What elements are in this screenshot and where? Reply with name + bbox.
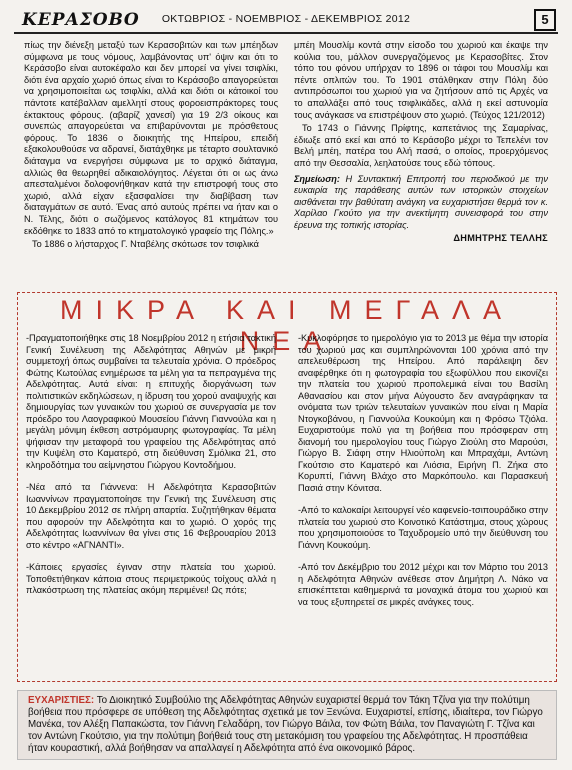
thanks-text: Το Διοικητικό Συμβούλιο της Αδελφότητας Αθηνών ευχαριστεί θερμά τον Τάκη Τζίνα για την πολύτιμη βοήθεια που πρόσφερε σε υπόθεση της Αδελφότητας σχετικά με τον Ξενώνα. Ευχαριστεί, επίσης, ιδιαίτερα, τον Γιώργο Μανέκα, τον Αλέξη Παπακώστα, τον Γιάννη Γελαδάρη, τον Γιώργο Βάιλα, τον Φώτη Βάιλα, τον Παναγιώτη Γ. Τζίνα και τον Αντώνη Γκούτσιο, για την πολύτιμη βοήθειά τους στη μετακόμιση του γραφείου της Αδελφότητας. Η προσπάθεια ήταν κουραστική, αλλά βοήθησαν να απαλλαγεί η Αδελφότητα από ένα οικονομικό βάρος.	[28, 695, 543, 754]
news-item: -Νέα από τα Γιάννενα: Η Αδελφότητα Κερασοβιτών Ιωαννίνων πραγματοποίησε την Γενική της Συνέλευση στις 10 Δεκεμβρίου 2012 σε πλήρη απαρτία. Συζητήθηκαν θέματα που αφορούν την Αδελφότητα και το χωριό. Ο χορός της Αδελφότητας Ιωαννίνων θα γίνει στις 16 Φεβρουαρίου 2013 στο κέντρο «ΑΓΝΑΝΤΙ».	[26, 482, 276, 550]
news-item: -Από τον Δεκέμβριο του 2012 μέχρι και τον Μάρτιο του 2013 η Αδελφότητα Αθηνών ανέθεσε στον Δημήτρη Λ. Νάκο να επισκέπτεται καθημερινά τα μοναχικά άτομα του χωριού και να τους εξυπηρετεί σε μικρές ανάγκες τους.	[298, 562, 548, 607]
news-left-column	[26, 333, 276, 677]
note-text: Η Συντακτική Επιτροπή του περιοδικού με την ευκαιρία της παράθεσης αυτών των ιστορικών στοιχείων αισθάνεται την βαθύτατη ανάγκη να ευχαριστήσει θερμά τον κ. Χαρίλαο Γκούτο για την ανεκτίμητη συνεισφορά του στην έρευνα της τοπικής ιστορίας.	[294, 173, 548, 230]
article-paragraph: πίως την διένεξη μεταξύ των Κερασοβιτών και των μπέηδων σύμφωνα με τους νόμους, λαμβάνοντας υπ' όψιν και ότι το Κεράσοβο είναι αυτοκέφαλο και δεν μπορεί να γίνει τσιφλίκι, διότι ένα αρχαίο χωριό όπως είναι το Κεράσοβο απαγορεύεται να χρησιμοποιείται ως τσιφλίκι, αλλά και διότι οι κάτοικοί του πάντοτε κατέβαλλαν αμελλητί στους φοροεισπράκτορες τους έκτακτους φόρους. (αβαρίζ χανεσί) για 19 2/3 οίκους και συνεπώς απαγορεύεται να επιβαρύνονται με πρόσθετους φόρους. Το 1836 ο διοικητής της Ηπείρου, επειδή εξακολουθούσε να αδρανεί, διατάχθηκε με τέταρτο σουλτανικό διάταγμα να ενεργήσει σύμφωνα με το αρχικό διάταγμα, αλλιώς θα θεωρηθεί αδικαιολόγητος. Λέγεται ότι οι ως άνω απεσταλμένοι δολοφονήθηκαν κατά την επιστροφή τους στο χωριό, αλλά είχαν εξασφαλίσει την διαβίβαση των διαταγμάτων σε αυτό. Ένας από αυτούς πρέπει να ήταν και ο Ν. Τέλης, διότι ο σωζόμενος κατάλογος 81 κτημάτων του εκδόθηκε το 1833 από το κτηματολογικό γραφείο της Πόλης.»	[24, 40, 278, 236]
article-note	[294, 174, 548, 232]
thanks-label: ΕΥΧΑΡΙΣΤΙΕΣ:	[28, 695, 95, 706]
news-item: -Από το καλοκαίρι λειτουργεί νέο καφενείο-τσιπουράδικο στην πλατεία του χωριού στο Κοινοτικό Κατάστημα, στους χώρους που χρησιμοποιούσε το Ταχυδρομείο υπό την διεύθυνση του Γιάννη Κουκούμη.	[298, 505, 548, 550]
history-article	[24, 40, 548, 286]
page-number: 5	[534, 9, 556, 31]
article-paragraph: μπέη Μουσλίμ κοντά στην είσοδο του χωριού και έκαψε την κούλια του, μάλλον συνεργαζόμενος με Κερασοβίτες. Στον τόπο του φόνου υπήρχαν το 1896 οι τάφοι του Μουσλίμ και πέντε οπλιτών του. Το 1901 στάλθηκαν στην Πόλη δύο αντιπρόσωποι του χωριού για να ζητήσουν από τις Αρχές να το απαλλάξει από τους τσιφλικάδες, αλλά η εκεί αστυνομία τους ανάγκασε να επιστρέψουν στο χωριό. (Τεύχος 121/2012)	[294, 40, 548, 120]
news-item: -Κάποιες εργασίες έγιναν στην πλατεία του χωριού. Τοποθετήθηκαν κάποια στους περιμετρικούς τοίχους αλλά η πλακόστρωση της πλατείας ακόμη περιμένει! Ως πότε;	[26, 562, 276, 595]
news-title: ΜΙΚΡΑ ΚΑΙ ΜΕΓΑΛΑ ΝΕΑ	[60, 295, 514, 356]
article-paragraph: Το 1743 ο Γιάννης Πρίφτης, καπετάνιος της Σαμαρίνας, έδιωξε από εκεί και από το Κεράσοβο μέχρι το Τεπελένι τον Βελή μπέη, πατέρα του Αλή πασά, ο οποίος, προερχόμενος από την Θεσσαλία, λεηλατούσε τους εδώ τόπους.	[294, 123, 548, 168]
note-label: Σημείωση:	[294, 173, 340, 184]
news-columns	[26, 333, 548, 677]
article-right-column	[294, 40, 548, 286]
news-section	[17, 292, 557, 682]
article-paragraph: Το 1886 ο λήσταρχος Γ. Νταβέλης σκότωσε τον τσιφλικά	[32, 239, 259, 250]
news-item: -Πραγματοποιήθηκε στις 18 Νοεμβρίου 2012 η ετήσια τακτική Γενική Συνέλευση της Αδελφότητας Αθηνών με μικρή συμμετοχή όπως συμβαίνει τα τελευταία χρόνια. Ο πρόεδρος Φώτης Κωτούλας ενημέρωσε τα μέλη για τα πεπραγμένα της Αδελφότητας. Αυτά είναι: η επιτυχής διοργάνωση των πολιτιστικών εκδηλώσεων, η ίδρυση του χορού αναψυχής και δημιουργίας των γυναικών του χωριού σε συνεργασία με τον πρόεδρο του Λαογραφικού Μουσείου Γιάννη Γιαννούλα και η μεγάλη μόνιμη έκθεση αστρόμαυρης φωτογραφίας. Τα μέλη ψήφισαν την μεταφορά του γραφείου της Αδελφότητας από την Κυψέλη στο Καματερό, στη διεύθυνση Σμόλικα 21, στο κληροδότημα του αείμνηστου Γιώργου Κοντοδήμου.	[26, 333, 276, 470]
page-header	[14, 8, 558, 34]
news-item: -Κυκλοφόρησε το ημερολόγιο για το 2013 με θέμα την ιστορία του χωριού μας και συμπληρώνονται 100 χρόνια από την απελευθέρωση της Ηπείρου. Από παράλειψη δεν αναφέρθηκε ότι η φωτογραφία του εξωφύλλου που εικονίζει την πλατεία του χωριού προπολεμικά είναι του Βασίλη Αθανασίου και στον μήνα Αύγουστο δεν αναγράφηκαν τα ονόματα των τριών τελευταίων γυναικών που είναι η Μαρία Ντογκοβάνου, η Γιαννούλα Κουκούμη και η Φρόσω Τζιόλα. Ευχαριστούμε πολύ για τη βοήθεια που πρόσφεραν στη διανομή του ημερολογίου τους Γιώργο Ζιούλη στο Μαρούσι, Γιώργο Β. Σιάφη στην Ηλιούπολη και Μπραχάμι, Αντώνη Γκούτσιο στο Καματερό και Λιόσια, Ειρήνη Π. Ζήκα στο Κορυπτί, Γιάννη Βλάχο στο Μαρκόπουλο. και Παρασκευή Πασιά στην Κόνιτσα.	[298, 333, 548, 493]
thanks-box	[17, 690, 557, 760]
newspaper-logo: ΚΕΡΑΣΟΒΟ	[22, 10, 140, 30]
news-right-column	[298, 333, 548, 677]
issue-date: ΟΚΤΩΒΡΙΟΣ - ΝΟΕΜΒΡΙΟΣ - ΔΕΚΕΜΒΡΙΟΣ 2012	[161, 13, 411, 25]
article-left-column	[24, 40, 278, 286]
author-signature: ΔΗΜΗΤΡΗΣ ΤΕΛΛΗΣ	[453, 232, 548, 243]
